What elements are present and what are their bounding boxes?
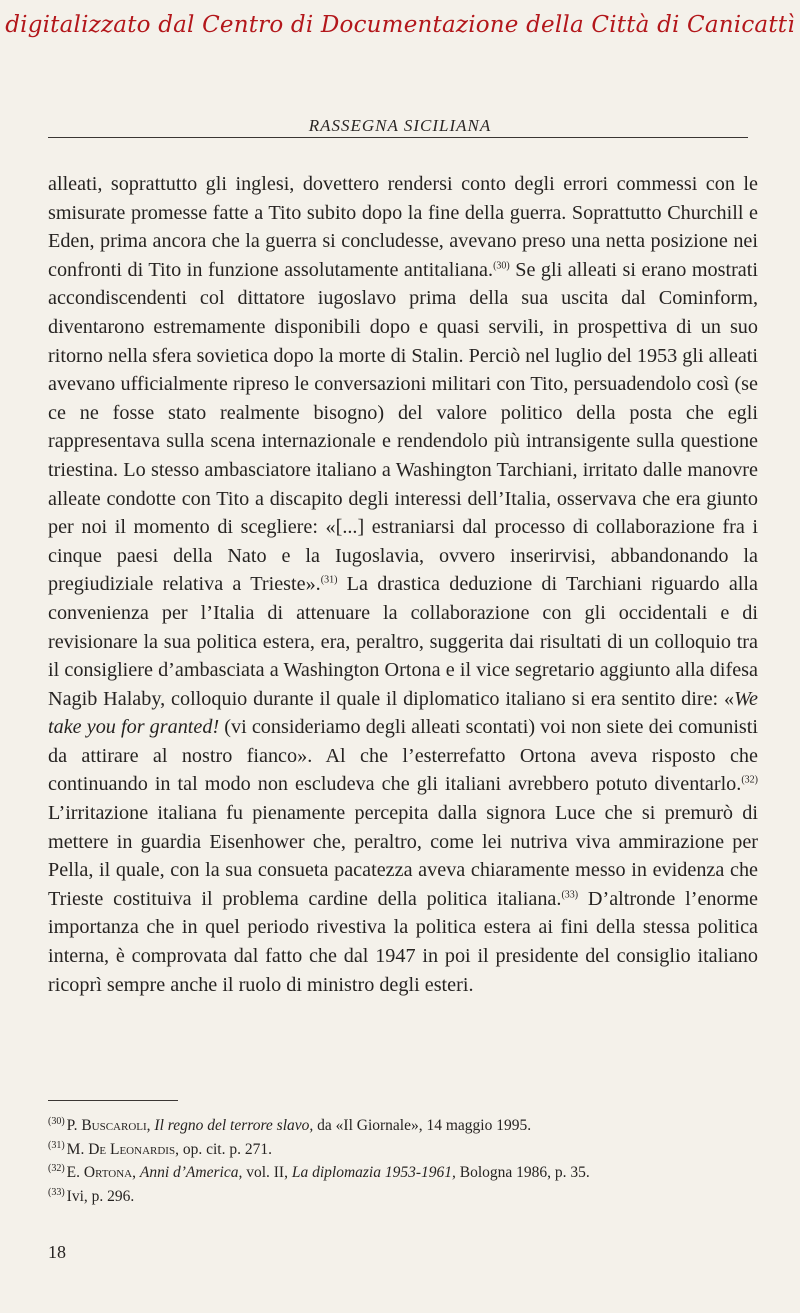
footnote-title: La diplomazia 1953-1961, [291,1164,456,1182]
header-divider [48,137,748,138]
footnote-text: Bologna 1986, p. 35. [455,1164,590,1182]
footnote-author: P. Buscaroli, [66,1117,151,1134]
watermark-digitization-credit: digitalizzato dal Centro di Documentazione della Città di Canicattì [5,12,795,38]
text-run: (vi consideriamo degli alleati scontati) voi non siete dei comunisti da attirare al nostro fianco». Al che l’esterrefatto Ortona aveva risposto che continuando in tal modo non escludeva che gli italiani avrebbero potuto diventarlo. [48,716,759,796]
footnotes [48,1114,758,1209]
main-text [48,170,758,999]
footnote-number: (31) [48,1139,65,1151]
text-run: alleati, soprattutto gli inglesi, dovettero rendersi conto degli errori commessi con le smisurate promesse fatte a Tito subito dopo la fine della guerra. Soprattutto Churchill e Eden, prima ancora che la guerra si concludesse, avevano preso una netta posizione nei confronti di Tito in funzione assolutamente antitaliana. [48,173,758,281]
text-run: La drastica deduzione di Tarchiani riguardo alla convenienza per l’Italia di attenuare la collaborazione con gli occidentali e di revisionare la sua politica estera, era, peraltro, suggerita dai risultati di un colloquio tra il consigliere d’ambasciata a Washington Ortona e il vice segretario aggiunto alla difesa Nagib Halaby, colloquio durante il quale il diplomatico italiano si era sentito dire: « [48,573,758,710]
footnote-number: (33) [48,1186,65,1198]
footnote-text: vol. II, [242,1164,292,1182]
running-head: RASSEGNA SICILIANA [308,116,492,135]
text-run: Se gli alleati si erano mostrati accondiscendenti col dittatore iugoslavo prima della sua uscita dal Cominform, diventarono estremamente disponibili dopo e quasi servili, in prospettiva di un suo ritorno nella sfera sovietica dopo la morte di Stalin. Perciò nel luglio del 1953 gli alleati avevano ufficialmente ripreso le conversazioni militari con Tito, persuadendolo così (se ce ne fosse stato realmente bisogno) del valore politico della posta che egli rappresentava sulla scena internazionale e rendendolo più intransigente sulla questione triestina. Lo stesso ambasciatore italiano a Washington Tarchiani, irritato dalle manovre alleate condotte con Tito a discapito degli interessi dell’Italia, osservava che era giunto per noi il momento di scegliere: «[...] estraniarsi dal processo di collaborazione fra i cinque paesi della Nato e la Iugoslavia, ovvero inserirvisi, abbandonando la pregiudiziale relativa a Trieste». [48,258,758,596]
footnote-text: da «Il Giornale», 14 maggio 1995. [313,1117,532,1134]
text-run: L’irritazione italiana fu pienamente percepita dalla signora Luce che si premurò di mettere in guardia Eisenhower che, peraltro, come lei nutriva viva ammirazione per Pella, il quale, con la sua consueta pacatezza aveva chiaramente messo in evidenza che Trieste costituiva il problema cardine della politica italiana. [48,802,758,910]
footnote-author: E. Ortona, [66,1164,136,1182]
text-run: D’altronde l’enorme importanza che in quel periodo rivestiva la politica estera ai fini della stessa politica interna, è comprovata dal fatto che dal 1947 in poi il presidente del consiglio italiano ricoprì sempre anche il ruolo di ministro degli esteri. [48,887,758,996]
footnote-ref-30[interactable]: (30) [493,260,510,272]
footnote-ref-32[interactable]: (32) [741,774,758,786]
footnote-31 [48,1138,758,1162]
footnote-author: M. De Leonardis, [66,1140,179,1158]
footnote-title: Il regno del terrore slavo, [154,1117,314,1134]
italic-quote: We take you for granted! [48,687,758,739]
footnote-text: Ivi, p. 296. [66,1188,135,1206]
footnote-text: op. cit. p. 271. [178,1140,272,1158]
footnote-32 [48,1161,758,1185]
footnote-ref-33[interactable]: (33) [561,889,579,901]
footnote-ref-31[interactable]: (31) [320,574,338,586]
body-paragraph [48,170,758,999]
footnote-number: (32) [48,1163,65,1175]
page-number: 18 [48,1242,66,1262]
footnote-divider [48,1100,178,1101]
footnote-33 [48,1185,758,1209]
footnote-30 [48,1114,758,1138]
footnote-title: Anni d’America, [139,1164,243,1182]
footnote-number: (30) [48,1115,65,1127]
